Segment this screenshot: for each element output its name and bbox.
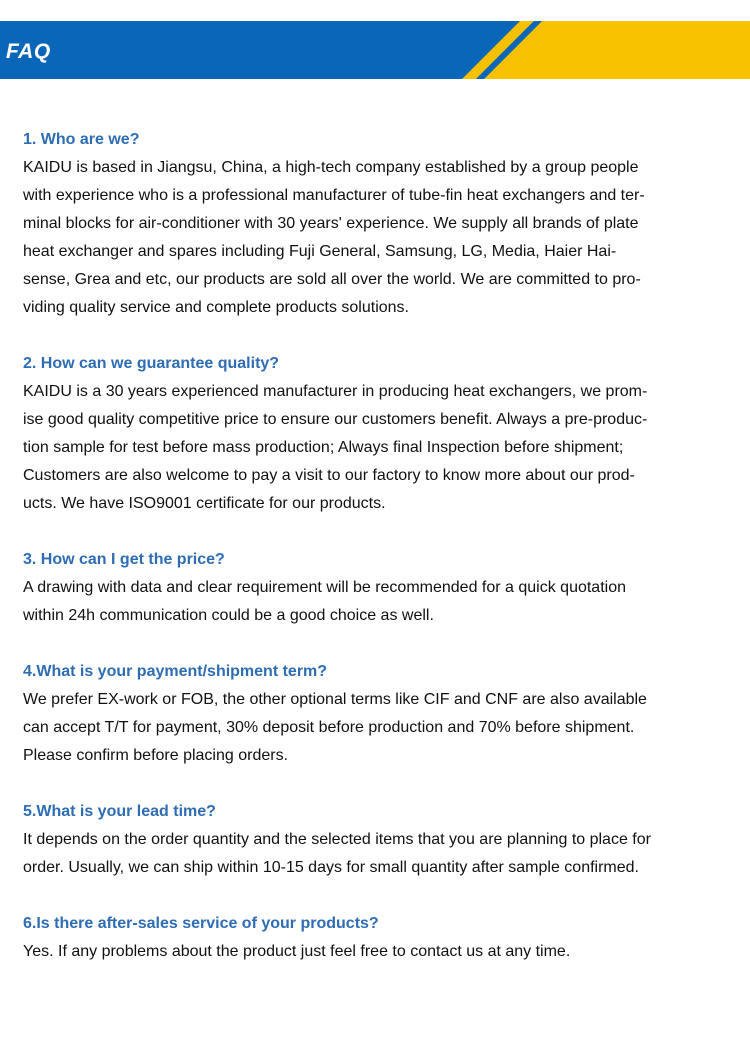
- faq-question: 3. How can I get the price?: [23, 551, 225, 568]
- answer-line: minal blocks for air-conditioner with 30 years' experience. We supply all brands of plate: [23, 215, 639, 232]
- faq-question: 4.What is your payment/shipment term?: [23, 663, 328, 680]
- faq-list: [23, 126, 743, 994]
- faq-answer: [23, 938, 743, 966]
- faq-item: [23, 658, 743, 770]
- faq-answer: [23, 686, 743, 770]
- faq-question: 5.What is your lead time?: [23, 803, 216, 820]
- faq-answer: [23, 154, 743, 322]
- answer-line: Please confirm before placing orders.: [23, 747, 289, 764]
- answer-line: viding quality service and complete products solutions.: [23, 299, 409, 316]
- answer-line: with experience who is a professional manufacturer of tube-fin heat exchangers and ter-: [23, 187, 645, 204]
- answer-line: sense, Grea and etc, our products are sold all over the world. We are committed to pro-: [23, 271, 641, 288]
- answer-line: ise good quality competitive price to ensure our customers benefit. Always a pre-produc-: [23, 411, 648, 428]
- answer-line: Yes. If any problems about the product just feel free to contact us at any time.: [23, 943, 571, 960]
- answer-line: order. Usually, we can ship within 10-15 days for small quantity after sample confirmed.: [23, 859, 639, 876]
- faq-answer: [23, 378, 743, 518]
- answer-line: heat exchanger and spares including Fuji General, Samsung, LG, Media, Haier Hai-: [23, 243, 617, 260]
- faq-banner: [0, 21, 750, 79]
- faq-item: [23, 546, 743, 630]
- faq-answer: [23, 574, 743, 630]
- faq-item: [23, 126, 743, 322]
- faq-item: [23, 798, 743, 882]
- answer-line: KAIDU is based in Jiangsu, China, a high-tech company established by a group people: [23, 159, 639, 176]
- answer-line: We prefer EX-work or FOB, the other optional terms like CIF and CNF are also available: [23, 691, 647, 708]
- faq-question: 2. How can we guarantee quality?: [23, 355, 280, 372]
- faq-answer: [23, 826, 743, 882]
- answer-line: within 24h communication could be a good choice as well.: [23, 607, 434, 624]
- faq-item: [23, 350, 743, 518]
- faq-question: 1. Who are we?: [23, 131, 140, 148]
- answer-line: A drawing with data and clear requirement will be recommended for a quick quotation: [23, 579, 626, 596]
- banner-graphic: [0, 21, 750, 79]
- answer-line: tion sample for test before mass production; Always final Inspection before shipment;: [23, 439, 624, 456]
- answer-line: It depends on the order quantity and the selected items that you are planning to place for: [23, 831, 651, 848]
- page-title: FAQ: [6, 40, 51, 63]
- faq-question: 6.Is there after-sales service of your products?: [23, 915, 379, 932]
- answer-line: KAIDU is a 30 years experienced manufacturer in producing heat exchangers, we prom-: [23, 383, 648, 400]
- faq-item: [23, 910, 743, 966]
- answer-line: can accept T/T for payment, 30% deposit before production and 70% before shipment.: [23, 719, 635, 736]
- answer-line: ucts. We have ISO9001 certificate for our products.: [23, 495, 386, 512]
- answer-line: Customers are also welcome to pay a visit to our factory to know more about our prod-: [23, 467, 635, 484]
